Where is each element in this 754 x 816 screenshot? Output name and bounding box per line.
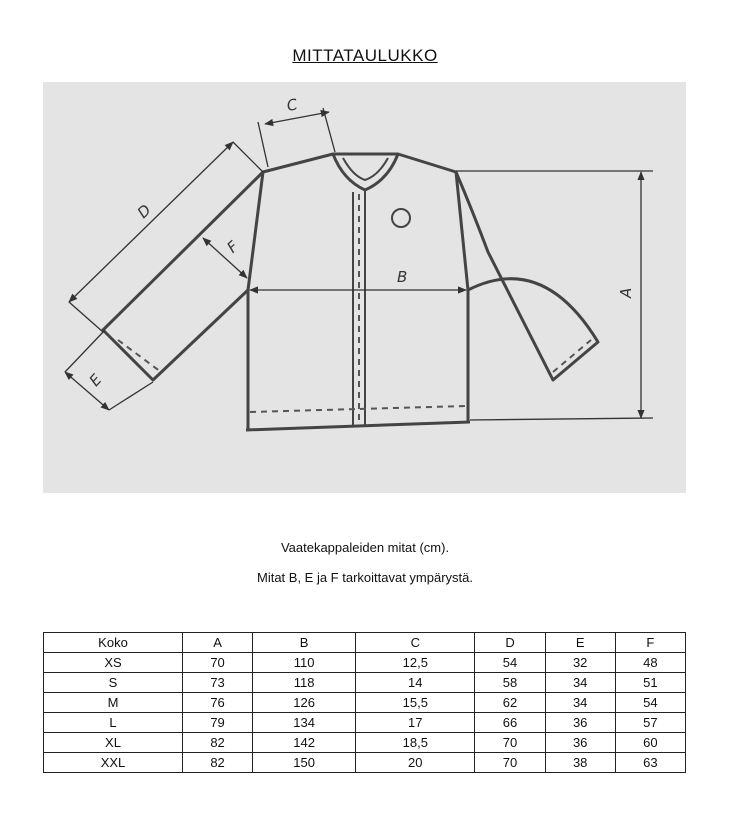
table-cell: 14 (356, 673, 475, 693)
table-cell: 58 (475, 673, 545, 693)
table-cell: 34 (545, 693, 615, 713)
table-cell: 70 (475, 753, 545, 773)
table-cell: 126 (253, 693, 356, 713)
units-note: Vaatekappaleiden mitat (cm). (280, 540, 450, 555)
table-cell: XS (44, 653, 183, 673)
size-table (43, 632, 686, 773)
table-cell: 48 (615, 653, 685, 673)
table-cell: 118 (253, 673, 356, 693)
table-cell: 73 (182, 673, 252, 693)
header-e: E (545, 633, 615, 653)
table-cell: 17 (356, 713, 475, 733)
circumference-note: Mitat B, E ja F tarkoittavat ympärystä. (256, 570, 473, 585)
table-cell: 54 (475, 653, 545, 673)
table-cell: XL (44, 733, 183, 753)
table-row (44, 693, 686, 713)
table-cell: XXL (44, 753, 183, 773)
table-cell: 57 (615, 713, 685, 733)
table-cell: 76 (182, 693, 252, 713)
table-cell: 134 (253, 713, 356, 733)
table-cell: 70 (475, 733, 545, 753)
table-cell: 66 (475, 713, 545, 733)
table-row (44, 753, 686, 773)
label-f: F (223, 237, 242, 257)
table-cell: 51 (615, 673, 685, 693)
header-d: D (475, 633, 545, 653)
label-c: C (285, 95, 300, 116)
table-cell: 15,5 (356, 693, 475, 713)
button-icon (392, 209, 410, 227)
table-header-row (44, 633, 686, 653)
table-cell: 82 (182, 753, 252, 773)
table-cell: 110 (253, 653, 356, 673)
table-cell: 62 (475, 693, 545, 713)
table-cell: 36 (545, 713, 615, 733)
table-cell: 54 (615, 693, 685, 713)
table-cell: 32 (545, 653, 615, 673)
table-row (44, 733, 686, 753)
table-cell: 60 (615, 733, 685, 753)
table-cell: 18,5 (356, 733, 475, 753)
table-cell: 82 (182, 733, 252, 753)
page-title: MITTATAULUKKO (292, 46, 438, 65)
label-e: E (85, 370, 106, 390)
table-cell: 150 (253, 753, 356, 773)
table-row (44, 673, 686, 693)
label-a: A (617, 287, 635, 298)
table-cell: 70 (182, 653, 252, 673)
table-cell: L (44, 713, 183, 733)
label-b: B (397, 268, 408, 286)
right-sleeve (456, 172, 598, 380)
table-cell: 20 (356, 753, 475, 773)
header-a: A (182, 633, 252, 653)
jacket-diagram-svg (43, 82, 686, 493)
table-cell: 38 (545, 753, 615, 773)
table-cell: 34 (545, 673, 615, 693)
label-d: D (133, 200, 155, 222)
table-cell: 12,5 (356, 653, 475, 673)
table-cell: 36 (545, 733, 615, 753)
header-koko: Koko (44, 633, 183, 653)
table-row (44, 713, 686, 733)
jacket-hem (246, 422, 470, 430)
table-cell: 63 (615, 753, 685, 773)
table-cell: M (44, 693, 183, 713)
table-cell: S (44, 673, 183, 693)
table-cell: 142 (253, 733, 356, 753)
jacket-measurement-diagram (43, 82, 686, 493)
header-f: F (615, 633, 685, 653)
left-sleeve (103, 172, 263, 380)
table-cell: 79 (182, 713, 252, 733)
header-c: C (356, 633, 475, 653)
header-b: B (253, 633, 356, 653)
table-row (44, 653, 686, 673)
